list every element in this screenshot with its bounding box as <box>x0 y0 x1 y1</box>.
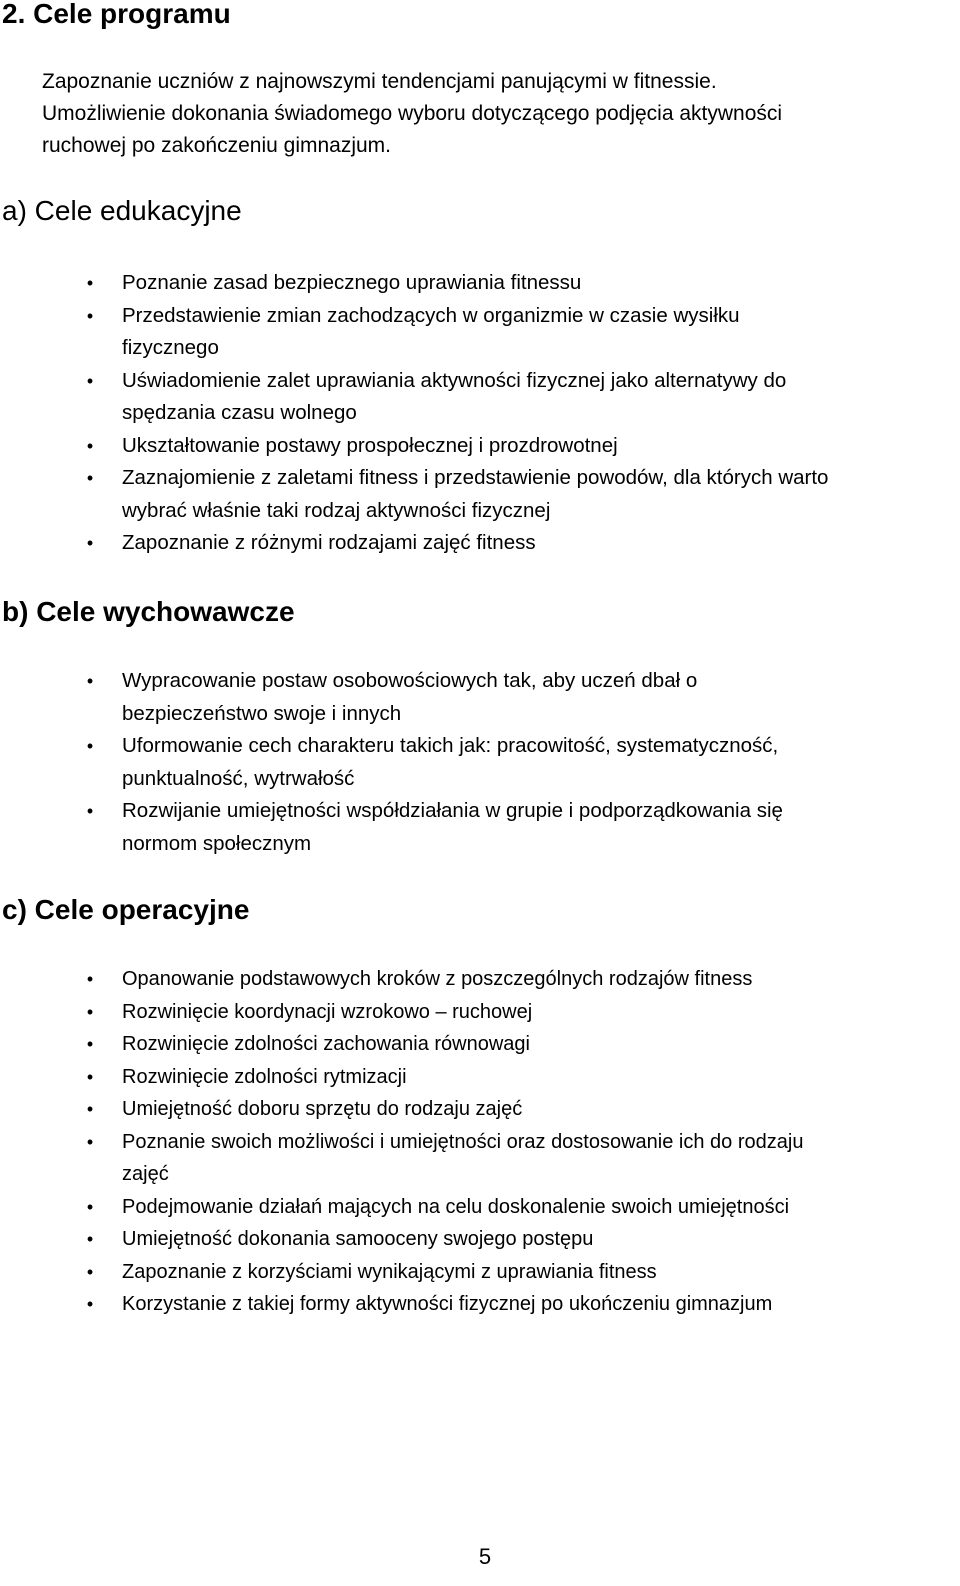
bullet-icon: • <box>86 671 94 691</box>
section-title: 2. Cele programu <box>2 0 231 29</box>
bullet-icon: • <box>86 1229 94 1249</box>
list-item-text: Uświadomienie zalet uprawiania aktywności fizycznej jako alternatywy do <box>122 368 787 392</box>
list-item-text: Wypracowanie postaw osobowościowych tak, aby uczeń dbał o <box>122 669 698 692</box>
list-item <box>0 1191 960 1224</box>
list-item-text: bezpieczeństwo swoje i innych <box>122 701 402 725</box>
bullet-icon: • <box>86 1099 94 1119</box>
heading-educational-goals: a) Cele edukacyjne <box>2 195 242 226</box>
bullet-icon: • <box>86 736 94 756</box>
list-item-text: spędzania czasu wolnego <box>122 401 357 424</box>
list-item-text: Rozwijanie umiejętności współdziałania w grupie i podporządkowania się <box>122 799 783 822</box>
bullet-icon: • <box>86 969 94 989</box>
page-number: 5 <box>478 1544 492 1569</box>
list-item <box>0 1093 960 1126</box>
list-item-text: Korzystanie z takiej formy aktywności fizycznej po ukończeniu gimnazjum <box>122 1293 773 1315</box>
bullet-icon: • <box>86 370 94 391</box>
bullet-icon: • <box>86 1294 94 1314</box>
bullet-icon: • <box>86 305 94 326</box>
list-item <box>0 996 960 1029</box>
intro-line: Zapoznanie uczniów z najnowszymi tendencjami panującymi w fitnessie. <box>42 70 717 93</box>
list-item <box>0 365 960 430</box>
heading-upbringing-goals: b) Cele wychowawcze <box>2 596 295 627</box>
list-item-text: Ukształtowanie postawy prospołecznej i prozdrowotnej <box>122 433 618 457</box>
list-item <box>0 795 960 860</box>
list-item-text: zajęć <box>122 1163 169 1185</box>
list-item-text: wybrać właśnie taki rodzaj aktywności fizycznej <box>122 498 551 522</box>
bullet-icon: • <box>86 273 94 293</box>
bullet-icon: • <box>86 1196 94 1217</box>
list-item <box>0 1028 960 1061</box>
educational-goals-list <box>0 267 960 560</box>
list-item <box>0 665 960 730</box>
list-item-text: Umiejętność doboru sprzętu do rodzaju zajęć <box>122 1098 523 1120</box>
list-item-text: Zapoznanie z różnymi rodzajami zajęć fitness <box>122 531 536 554</box>
list-item-text: Poznanie swoich możliwości i umiejętności oraz dostosowanie ich do rodzaju <box>122 1130 804 1153</box>
list-item-text: Rozwinięcie zdolności rytmizacji <box>122 1065 407 1088</box>
upbringing-goals-list <box>0 665 960 860</box>
list-item-text: Poznanie zasad bezpiecznego uprawiania fitnessu <box>122 271 582 294</box>
list-item-text: Opanowanie podstawowych kroków z poszczególnych rodzajów fitness <box>122 968 753 990</box>
list-item-text: Uformowanie cech charakteru takich jak: pracowitość, systematyczność, <box>122 734 779 757</box>
bullet-icon: • <box>86 1261 94 1282</box>
list-item <box>0 430 960 463</box>
list-item-text: Umiejętność dokonania samooceny swojego postępu <box>122 1228 594 1250</box>
intro-paragraph <box>42 66 942 162</box>
bullet-icon: • <box>86 1001 94 1022</box>
bullet-icon: • <box>86 801 94 821</box>
list-item <box>0 1256 960 1289</box>
list-item <box>0 1288 960 1321</box>
bullet-icon: • <box>86 1034 94 1054</box>
bullet-icon: • <box>86 1066 94 1087</box>
bullet-icon: • <box>86 1131 94 1152</box>
list-item <box>0 1223 960 1256</box>
list-item <box>0 1061 960 1094</box>
list-item-text: Zapoznanie z korzyściami wynikającymi z uprawiania fitness <box>122 1260 657 1283</box>
list-item <box>0 527 960 560</box>
list-item-text: fizycznego <box>122 336 219 359</box>
bullet-icon: • <box>86 435 94 456</box>
bullet-icon: • <box>86 533 94 553</box>
heading-operational-goals: c) Cele operacyjne <box>2 894 250 925</box>
list-item-text: punktualność, wytrwałość <box>122 766 355 790</box>
operational-goals-list <box>0 963 960 1321</box>
list-item <box>0 963 960 996</box>
list-item <box>0 462 960 527</box>
list-item-text: Przedstawienie zmian zachodzących w organizmie w czasie wysiłku <box>122 303 740 327</box>
list-item-text: Zaznajomienie z zaletami fitness i przedstawienie powodów, dla których warto <box>122 466 829 489</box>
intro-line: Umożliwienie dokonania świadomego wyboru dotyczącego podjęcia aktywności <box>42 102 783 125</box>
list-item <box>0 267 960 300</box>
list-item-text: Rozwinięcie zdolności zachowania równowagi <box>122 1033 530 1055</box>
bullet-icon: • <box>86 468 94 488</box>
intro-line: ruchowej po zakończeniu gimnazjum. <box>42 134 392 157</box>
list-item-text: normom społecznym <box>122 831 312 855</box>
list-item <box>0 730 960 795</box>
list-item <box>0 300 960 365</box>
list-item-text: Podejmowanie działań mających na celu doskonalenie swoich umiejętności <box>122 1195 790 1218</box>
list-item-text: Rozwinięcie koordynacji wzrokowo – ruchowej <box>122 1000 533 1023</box>
list-item <box>0 1126 960 1191</box>
